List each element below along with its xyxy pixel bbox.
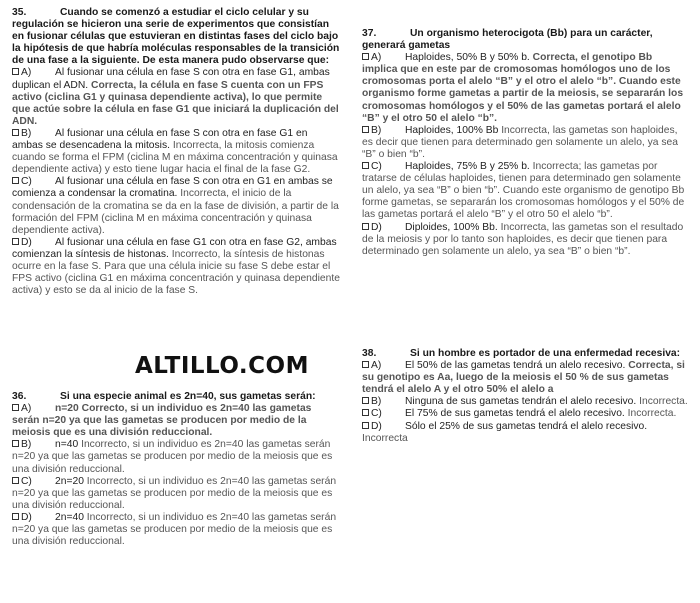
checkbox-icon[interactable] [12,238,19,245]
question-38-option-b[interactable] [362,396,690,408]
checkbox-icon[interactable] [362,53,369,60]
question-38-stem [362,348,690,360]
question-37-text: Un organismo heterocigota (Bb) para un carácter, generará gametas [362,28,653,52]
question-36 [12,391,340,548]
option-letter: C) [21,475,32,487]
option-letter: C) [371,161,382,173]
option-statement: Diploides, 100% Bb. [405,221,498,233]
option-statement: Haploides, 50% B y 50% b. [405,52,530,64]
question-36-option-d[interactable] [12,512,340,548]
question-35 [12,7,340,297]
option-statement: 2n=40 [55,511,84,523]
option-letter: B) [371,396,382,408]
checkbox-icon[interactable] [362,162,369,169]
option-letter: D) [371,221,382,233]
option-feedback: Correcta, si su genotipo es Aa, luego de la meiosis el 50 % de sus gametas tendrá el alelo A y el otro 50% el alelo a [362,360,685,396]
question-35-number: 35. [12,7,27,18]
question-36-text: Si una especie animal es 2n=40, sus gametas serán: [60,391,316,402]
question-38-text: Si un hombre es portador de una enfermedad recesiva: [410,348,681,359]
checkbox-icon[interactable] [12,513,19,520]
question-36-option-c[interactable] [12,476,340,512]
option-feedback: Incorrecto, si un individuo es 2n=40 las gametas serán n=20 ya que las gametas se producen por medio de la meiosis que es una división reduccional. [12,511,337,548]
checkbox-icon[interactable] [12,177,19,184]
checkbox-icon[interactable] [362,126,369,133]
checkbox-icon[interactable] [362,422,369,429]
option-letter: D) [21,236,32,248]
option-feedback: Correcto, si un individuo es 2n=40 las gametas serán n=20 ya que las gametas se producen por medio de la meiosis que es una división reduccional. [12,403,312,439]
option-statement: El 50% de las gametas tendrá un alelo recesivo. [405,360,626,372]
option-letter: A) [21,67,32,79]
checkbox-icon[interactable] [12,440,19,447]
checkbox-icon[interactable] [362,223,369,230]
option-feedback: Incorrecta, el inicio de la condensación de la cromatina se da en la fase de división, a partir de la formación del FPM (ciclina M en máxima concentración y quinasa dependiente activa). [12,188,339,236]
question-35-text: Cuando se comenzó a estudiar el ciclo celular y su regulación se hicieron una serie de experimentos que consistían en fusionar células que estuvieran en distintas fases del ciclo bajo la hipótesis de que habría moléculas responsables de la transición de una fase a la siguiente. De esta manera pudo observarse que: [12,7,340,67]
option-letter: D) [371,420,382,432]
checkbox-icon[interactable] [12,129,19,136]
question-36-option-b[interactable] [12,439,340,475]
checkbox-icon[interactable] [362,361,369,368]
option-feedback: Correcta, el genotipo Bb implica que en este par de cromosomas homólogos uno de los cromosomas porta el alelo “B” y el otro el alelo “b”. Cuando este organismo forme gametas a partir de la meiosis, se separarán los cromosomas homólogos y el 50% de las gametas portará el alelo “B” y el otro 50 el alelo “b”. [362,52,684,124]
option-feedback: Incorrecta, las gametas son el resultado de la meiosis y por lo tanto son haploides, es decir que tienen para determinado gen solamente un alelo, ya sea “B” o bien “b”. [362,221,684,257]
option-feedback: Correcta, la célula en fase S cuenta con un FPS activo (ciclina G1 y quinasa dependiente activa), lo que permite que actúe sobre la célula en fase G1 que iniciará la duplicación del ADN. [12,79,339,127]
option-letter: C) [371,408,382,420]
option-letter: B) [21,439,32,451]
question-35-option-c[interactable] [12,176,340,236]
question-36-option-a[interactable] [12,403,340,439]
option-feedback: Incorrecto, si un individuo es 2n=40 las gametas serán n=20 ya que las gametas se producen por medio de la meiosis que es una división reduccional. [12,439,333,475]
option-letter: A) [371,360,382,372]
question-38-number: 38. [362,348,377,359]
option-statement: El 75% de sus gametas tendrá el alelo recesivo. [405,408,625,420]
question-38-option-c[interactable] [362,408,690,420]
altillo-watermark: ALTILLO.COM [135,353,309,379]
option-feedback: Incorrecta, las gametas son haploides, es decir que tienen para determinado gen solamente un alelo, ya sea “B” o bien “b”. [362,124,678,160]
question-38 [362,348,690,445]
question-37-stem [362,28,690,52]
question-37-option-a[interactable] [362,52,690,125]
option-feedback: Incorrecta; las gametas por tratarse de células haploides, tienen para determinado gen solamente un alelo, ya sea “B” o bien “b”. Cuando este organismo de genotipo Bb forme gametas, se separarán los cromosomas homólogos y el 50% de las gametas portará el alelo “B” y el otro 50 el alelo “b”. [362,161,685,221]
question-37-option-d[interactable] [362,222,690,258]
option-feedback: Incorrecto, si un individuo es 2n=40 las gametas serán n=20 ya que las gametas se producen por medio de la meiosis que es una división reduccional. [12,475,337,511]
question-35-option-b[interactable] [12,128,340,176]
question-37-number: 37. [362,28,377,39]
option-statement: Al fusionar una célula en fase S con otra en fase G1, ambas duplican el ADN. [12,67,330,91]
question-35-stem [12,7,340,67]
option-feedback: Incorrecta [362,432,408,444]
question-36-stem [12,391,340,403]
option-letter: C) [21,176,32,188]
question-37 [362,28,690,258]
option-letter: A) [371,52,382,64]
question-37-option-b[interactable] [362,125,690,161]
option-feedback: Incorrecta, la mitosis comienza cuando se forma el FPM (ciclina M en máxima concentración y quinasa dependiente activa) y esto tiene lugar hacia el final de la fase G2. [12,140,338,176]
option-statement: Ninguna de sus gametas tendrán el alelo recesivo. [405,396,637,408]
question-37-option-c[interactable] [362,161,690,221]
checkbox-icon[interactable] [362,409,369,416]
option-statement: Al fusionar una célula en fase S con otra en fase G1 en ambas se desencadena la mitosis. [12,127,308,152]
checkbox-icon[interactable] [362,397,369,404]
option-statement: Sólo el 25% de sus gametas tendrá el alelo recesivo. [405,420,648,432]
option-letter: B) [371,124,382,136]
checkbox-icon[interactable] [12,68,19,75]
option-statement: n=20 [55,403,79,415]
option-feedback: Incorrecta. [627,408,677,420]
question-35-option-a[interactable] [12,67,340,127]
option-statement: Haploides, 100% Bb [405,124,499,136]
option-statement: Al fusionar una célula en fase G1 con otra en fase G2, ambas comienzan la síntesis de histonas. [12,236,337,260]
question-38-option-a[interactable] [362,360,690,396]
option-statement: 2n=20 [55,475,84,487]
option-statement: Al fusionar una célula en fase S con otra en G1 en ambas se comienza a condensar la cromatina. [12,176,333,200]
option-letter: A) [21,403,32,415]
option-feedback: Incorrecta. [639,396,688,408]
option-letter: B) [21,127,32,139]
option-feedback: Incorrecto, la síntesis de histonas ocurre en la fase S. Para que una célula inicie su fase S debe estar el FPS activo (ciclina G1 en máxima concentración y quinasa dependiente activa) y esto se da al inicio de la fase S. [12,248,340,297]
checkbox-icon[interactable] [12,477,19,484]
question-35-option-d[interactable] [12,237,340,297]
question-38-option-d[interactable] [362,421,690,445]
checkbox-icon[interactable] [12,404,19,411]
question-36-number: 36. [12,391,27,402]
option-statement: n=40 [55,439,79,451]
option-statement: Haploides, 75% B y 25% b. [405,161,530,173]
option-letter: D) [21,511,32,523]
